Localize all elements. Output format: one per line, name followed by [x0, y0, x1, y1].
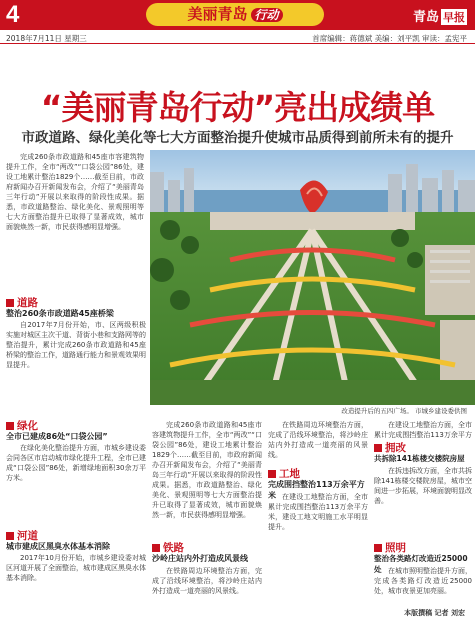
section-rail-title: 铁路	[152, 540, 184, 555]
editor-line: 首席编辑：蒋德斌 美编：刘平凯 审读：孟宪平	[312, 34, 467, 43]
section-lighting-subtitle: 整治各类路灯改造近25000处	[374, 554, 468, 574]
section-site-text: 在建设工地整治方面，全市累计完成围挡整治113万余平方米，建设工地文明施工水平明显提升。	[268, 493, 368, 531]
section-road-text: 自2017年7月份开始，市、区两级积极实施对城区主次干道、背街小巷和支路网等的整治提升，累计完成260条市政道路和45座桥梁的整治工作，道路通行能力和景观效果明显提升。	[6, 321, 146, 369]
square-bullet-icon	[374, 444, 382, 452]
square-bullet-icon	[6, 532, 14, 540]
section-green-continued: 完成260条市政道路和45座市容建筑物提升工作，全市“两改”“口袋公园”86处，建设工地累计整治1829个……截至目前，市政府新闻办召开新闻发布会，介绍了“美丽青岛三年行动”开展以来取得的阶段性成果。据悉，市政道路整治、绿化美化、景观照明等七大方面整治提升已取得了显著成效，城市面貌焕然一新，市民获得感明显增强。	[152, 421, 262, 519]
photo-caption: 改造提升后的五四广场。 市城乡建设委供图	[341, 407, 467, 415]
footer-credit: 本版撰稿 记者 刘宏	[404, 609, 465, 617]
section-banner	[146, 3, 324, 26]
section-rail-continued: 在铁路周边环境整治方面，完成了沿线环境整治，将沙岭庄站内外打造成一道亮丽的风景线。	[268, 421, 368, 459]
section-demolition-title: 拥改	[374, 440, 406, 455]
aerial-square-image	[150, 150, 475, 405]
section-green-title: 绿化	[6, 418, 38, 433]
square-bullet-icon	[6, 299, 14, 307]
section-demolition-subtitle: 共拆除141栋楼交楼院房屋	[374, 454, 465, 463]
square-bullet-icon	[268, 470, 276, 478]
square-bullet-icon	[374, 544, 382, 552]
section-site-subtitle: 完成围挡整治113万余平方米	[268, 480, 365, 500]
square-bullet-icon	[6, 422, 14, 430]
section-river-title: 河道	[6, 528, 38, 543]
paper-name-text: 青岛	[412, 10, 439, 25]
section-lighting-title: 照明	[374, 540, 406, 555]
section-site-continued: 在建设工地整治方面，全市累计完成围挡整治113万余平方	[374, 421, 472, 438]
section-road-title: 道路	[6, 295, 38, 310]
page-number: 4	[6, 1, 20, 28]
banner-tag: 行动	[251, 8, 283, 22]
section-demolition-text: 在拆违拆改方面，全市共拆除141栋楼交楼院房屋，城市空间进一步拓展，环境面貌明显改善。	[374, 467, 472, 505]
paper-name	[413, 6, 467, 25]
meta-bar	[0, 31, 475, 44]
subheadline: 市政道路、绿化美化等七大方面整治提升使城市品质得到前所未有的提升	[21, 130, 454, 146]
section-green-subtitle: 全市已建成86处“口袋公园”	[6, 432, 108, 441]
section-site-title: 工地	[268, 466, 300, 481]
section-green-text: 在绿化美化整治提升方面，市城乡建设委会同各区市启动城市绿化提升工程，全市已建成“口袋公园”86处，新增绿地面积30余万平方米。	[6, 444, 146, 482]
paper-name-badge: 早报	[443, 11, 465, 24]
headline: “美丽青岛行动”亮出成绩单	[40, 88, 435, 127]
square-bullet-icon	[152, 544, 160, 552]
section-lighting-text: 在城市照明整治提升方面，完成各类路灯改造近25000处，城市夜景更加亮丽。	[374, 567, 472, 595]
top-banner-bar	[0, 0, 475, 30]
intro-paragraph: 完成260条市政道路和45座市容建筑物提升工作，全市“两改”“口袋公园”86处，建设工地累计整治1829个……截至目前，市政府新闻办召开新闻发布会，介绍了“美丽青岛三年行动”开展以来取得的阶段性成果。据悉，市政道路整治、绿化美化、景观照明等七大方面整治提升已取得了显著成效，城市面貌焕然一新，市民获得感明显增强。	[6, 153, 144, 231]
section-river-subtitle: 城市建成区黑臭水体基本消除	[6, 542, 110, 551]
news-photo	[150, 150, 475, 405]
section-rail-subtitle: 沙岭庄站内外打造成风景线	[152, 554, 248, 563]
section-river-text: 2017年10月份开始，市城乡建设委对城区河道开展了全面整治，城市建成区黑臭水体基本消除。	[6, 554, 146, 582]
section-road-subtitle: 整治260条市政道路45座桥梁	[6, 309, 114, 318]
section-rail-text: 在铁路周边环境整治方面，完成了沿线环境整治，将沙岭庄站内外打造成一道亮丽的风景线。	[152, 567, 262, 595]
banner-title: 美丽青岛	[187, 5, 248, 23]
date-line: 2018年7月11日 星期三	[6, 34, 87, 43]
